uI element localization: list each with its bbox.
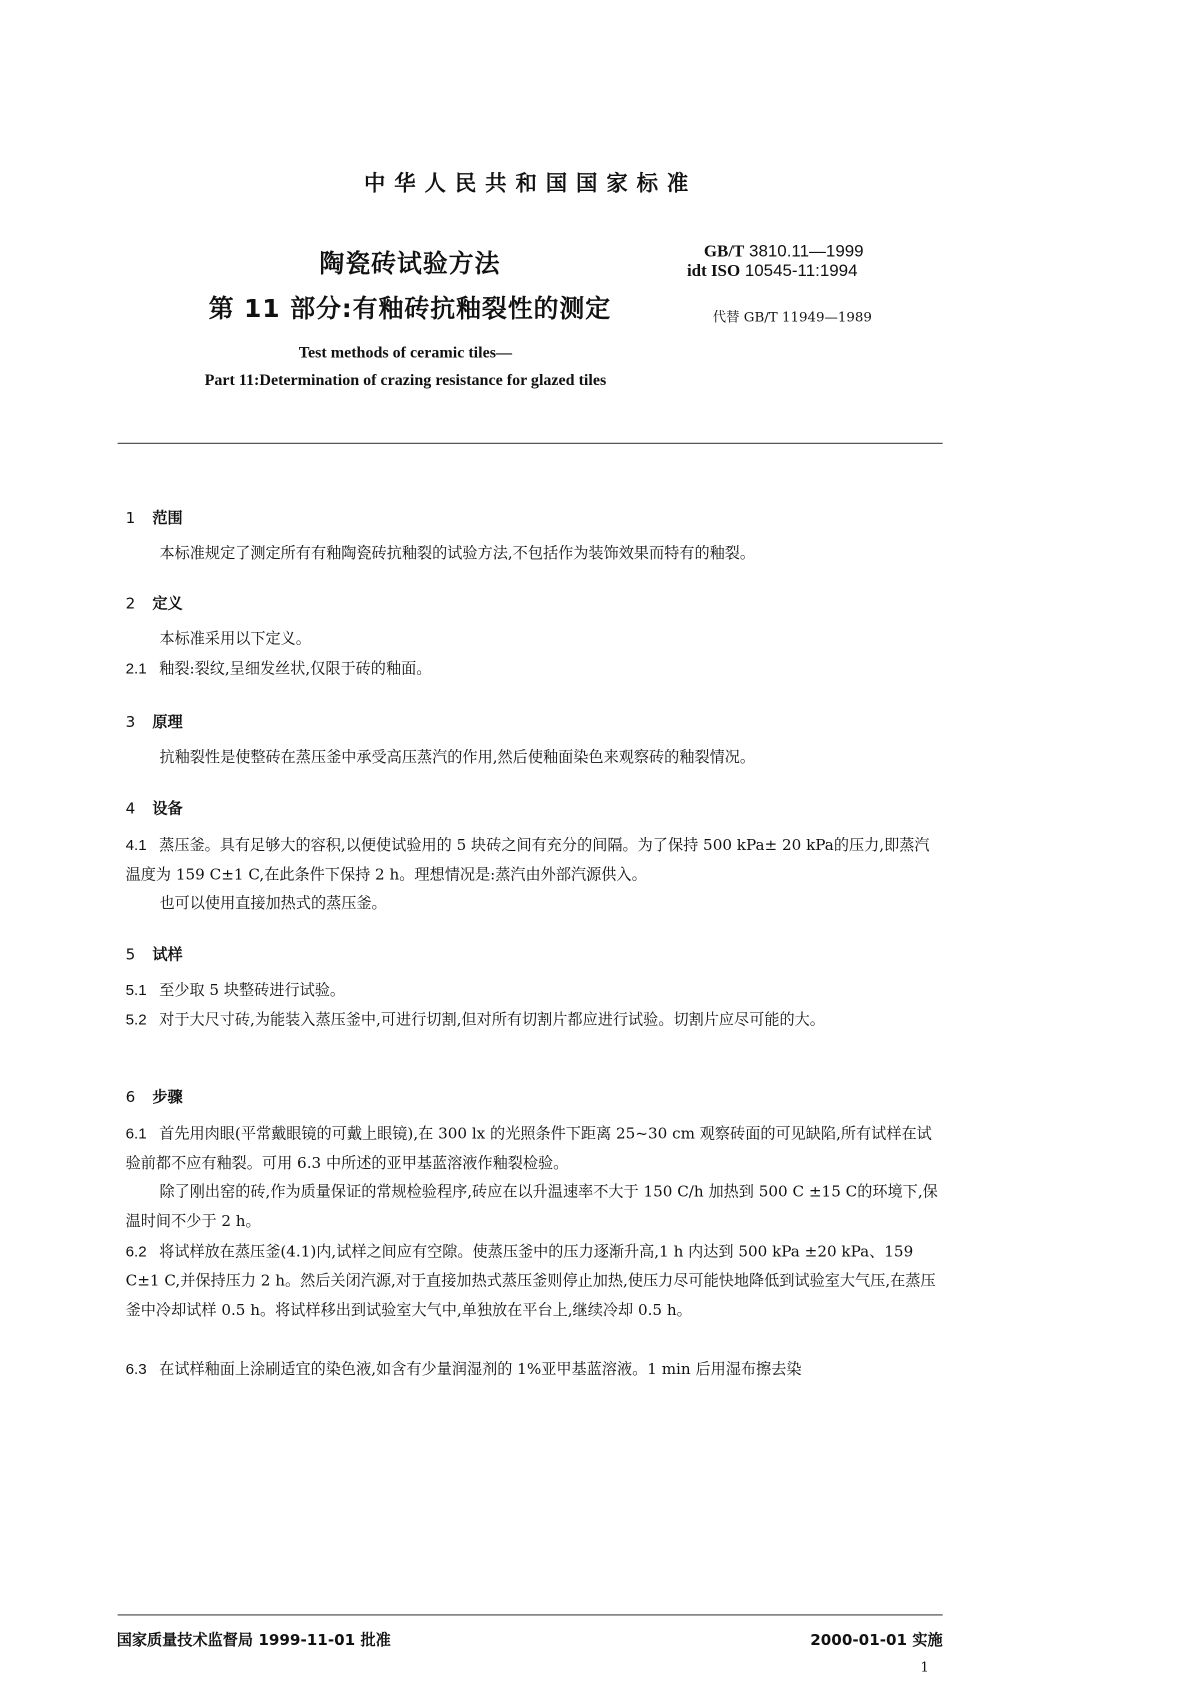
section-2-text: 本标准采用以下定义。 <box>159 629 311 648</box>
standard-number <box>704 242 864 262</box>
idt-prefix: idt ISO <box>686 261 741 281</box>
section-heading-2: 2 定义 <box>125 595 183 614</box>
title-en-line1: Test methods of ceramic tiles— <box>298 343 513 361</box>
section-heading-4: 4 设备 <box>125 800 183 818</box>
replaces-standard: 代替 GB/T 11949—1989 <box>712 309 872 326</box>
clause-5-2: 5.2 对于大尺寸砖,为能装入蒸压釜中,可进行切割,但对所有切割片都应进行试验。切割片应尽可能的大。 <box>125 1011 825 1030</box>
section-heading-1: 1 范围 <box>125 509 183 528</box>
approval-date: 国家质量技术监督局 1999-11-01 批准 <box>116 1631 391 1650</box>
standard-number-value: 3810.11—1999 <box>744 242 864 262</box>
clause-2-1: 2.1 釉裂:裂纹,呈细发丝状,仅限于砖的釉面。 <box>125 660 432 679</box>
section-heading-5: 5 试样 <box>125 946 183 965</box>
implementation-date: 2000-01-01 实施 <box>810 1631 943 1650</box>
title-cn-line1: 陶瓷砖试验方法 <box>319 248 501 278</box>
section-3-text: 抗釉裂性是使整砖在蒸压釜中承受高压蒸汽的作用,然后使釉面染色来观察砖的釉裂情况。 <box>159 748 756 767</box>
clause-5-1: 5.1 至少取 5 块整砖进行试验。 <box>125 981 346 1000</box>
national-standard-heading: 中华人民共和国国家标准 <box>363 171 698 197</box>
clause-6-1-continued: 除了刚出窑的砖,作为质量保证的常规检验程序,砖应在以升温速率不大于 150 C/h 加热到 500 C ±15 C的环境下,保温时间不少于 2 h。 <box>125 1183 938 1231</box>
page-number: 1 <box>920 1659 929 1676</box>
title-cn-line2: 第 11 部分:有釉砖抗釉裂性的测定 <box>208 294 612 324</box>
idt-number: 10545-11:1994 <box>740 261 858 281</box>
header-divider <box>118 443 943 444</box>
standard-number-prefix: GB/T <box>703 242 745 262</box>
clause-4-1: 4.1 蒸压釜。具有足够大的容积,以便使试验用的 5 块砖之间有充分的间隔。为了保持 500 kPa± 20 kPa的压力,即蒸汽温度为 159 C±1 C,在此条件下保持 2 h。理想情况是:蒸汽由外部汽源供入。 <box>125 836 930 884</box>
title-en-line2: Part 11:Determination of crazing resistance for glazed tiles <box>204 370 607 389</box>
clause-6-3: 6.3 在试样釉面上涂刷适宜的染色液,如含有少量润湿剂的 1%亚甲基蓝溶液。1 min 后用湿布擦去染 <box>125 1360 802 1379</box>
clause-6-2: 6.2 将试样放在蒸压釜(4.1)内,试样之间应有空隙。使蒸压釜中的压力逐渐升高,1 h 内达到 500 kPa ±20 kPa、159 C±1 C,并保持压力 2 h。然后关闭汽源,对于直接加热式蒸压釜则停止加热,使压力尽可能快地降低到试验室大气压,在蒸压釜中冷却试样 0.5 h。将试样移出到试验室大气中,单独放在平台上,继续冷却 0.5 h。 <box>125 1242 936 1320</box>
section-1-text: 本标准规定了测定所有有釉陶瓷砖抗釉裂的试验方法,不包括作为装饰效果而特有的釉裂。 <box>159 544 756 563</box>
footer-divider <box>118 1614 943 1615</box>
clause-6-1: 6.1 首先用肉眼(平常戴眼镜的可戴上眼镜),在 300 lx 的光照条件下距离 25~30 cm 观察砖面的可见缺陷,所有试样在试验前都不应有釉裂。可用 6.3 中所述的亚甲基蓝溶液作釉裂检验。 <box>125 1125 932 1173</box>
clause-4-1-continued: 也可以使用直接加热式的蒸压釜。 <box>159 894 387 913</box>
section-heading-3: 3 原理 <box>125 713 183 732</box>
idt-standard <box>687 262 858 282</box>
section-heading-6: 6 步骤 <box>125 1088 183 1107</box>
